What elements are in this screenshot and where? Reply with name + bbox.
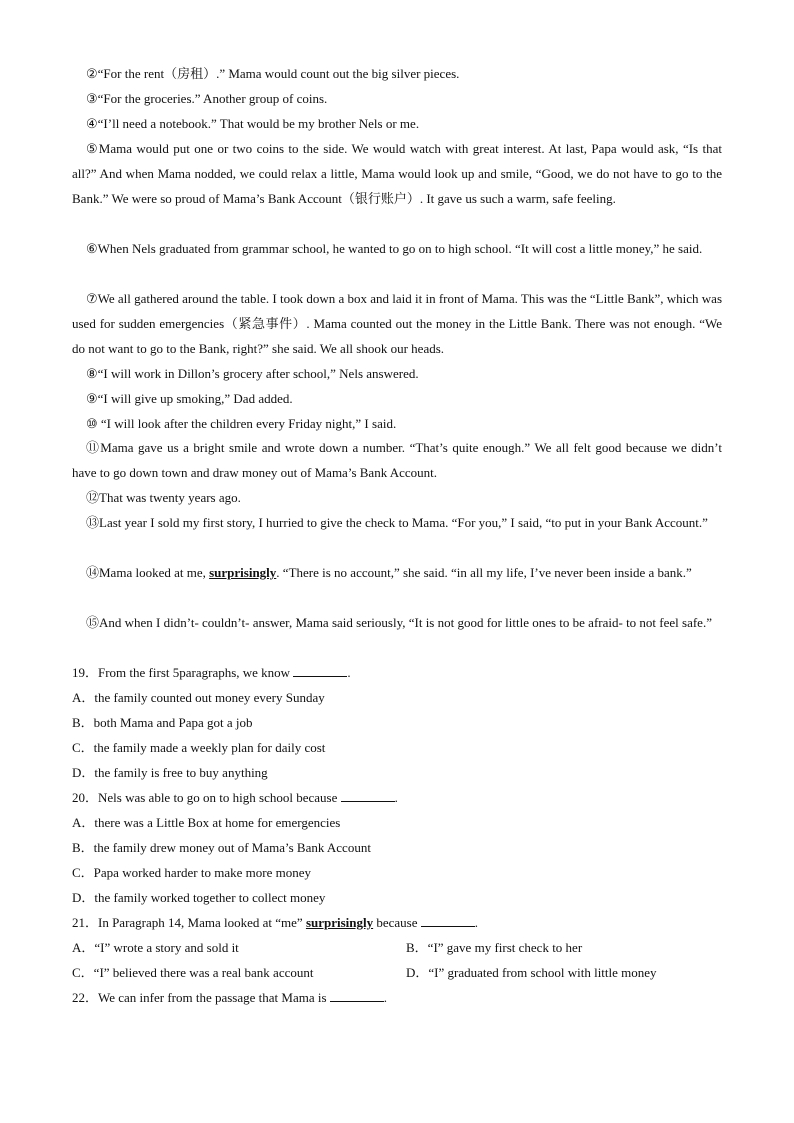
paragraph-6: ⑥When Nels graduated from grammar school, he wanted to go on to high school. “It will cost a little money,” he said.	[86, 241, 703, 256]
question-21-stem: 21．In Paragraph 14, Mama looked at “me”	[72, 915, 303, 930]
paragraph-12: ⑫That was twenty years ago.	[86, 490, 241, 505]
question-21-option-c: C．“I” believed there was a real bank account	[72, 965, 314, 980]
paragraph-11: ⑪Mama gave us a bright smile and wrote down a number. “That’s quite enough.” We all felt good because we didn’t have to go down town and draw money out of Mama’s Bank Account.	[72, 440, 722, 480]
paragraph-9: ⑨“I will give up smoking,” Dad added.	[86, 391, 293, 406]
question-19-option-a: A．the family counted out money every Sunday	[72, 690, 325, 705]
paragraph-14-keyword: surprisingly	[209, 565, 277, 580]
paragraph-15: ⑮And when I didn’t- couldn’t- answer, Mama said seriously, “It is not good for little ones to be afraid- to not feel safe.”	[86, 615, 712, 630]
question-21-option-d: D．“I” graduated from school with little money	[406, 965, 657, 980]
answer-blank	[293, 663, 347, 677]
paragraph-2: ②“For the rent（房租）.” Mama would count out the big silver pieces.	[86, 66, 460, 81]
question-19-option-d: D．the family is free to buy anything	[72, 765, 268, 780]
answer-blank	[341, 788, 395, 802]
question-20-stem: 20．Nels was able to go on to high school because	[72, 790, 338, 805]
paragraph-10: ⑩ “I will look after the children every Friday night,” I said.	[86, 416, 397, 431]
paragraph-7: ⑦We all gathered around the table. I took down a box and laid it in front of Mama. This was the “Little Bank”, which was used for sudden emergencies（紧急事件）. Mama counted out the money in the Little Bank. There was not enough. “We do not want to go to the Bank, right?” she said. We all shook our heads.	[72, 291, 723, 356]
question-20-option-c: C．Papa worked harder to make more money	[72, 865, 311, 880]
paragraph-5: ⑤Mama would put one or two coins to the side. We would watch with great interest. At last, Papa would ask, “Is that all?” And when Mama nodded, we could relax a little, Mama would look up and smile, “Good, we do not have to go to the Bank.” We were so proud of Mama’s Bank Account（银行账户）. It gave us such a warm, safe feeling.	[72, 141, 722, 206]
answer-blank	[330, 988, 384, 1002]
question-20: 20．Nels was able to go on to high school because .	[72, 790, 398, 805]
paragraph-13: ⑬Last year I sold my first story, I hurried to give the check to Mama. “For you,” I said, “to put in your Bank Account.”	[86, 515, 708, 530]
question-19: 19．From the first 5paragraphs, we know .	[72, 665, 351, 680]
question-20-option-b: B．the family drew money out of Mama’s Bank Account	[72, 840, 371, 855]
question-19-stem: 19．From the first 5paragraphs, we know	[72, 665, 291, 680]
answer-blank	[421, 913, 475, 927]
paragraph-8: ⑧“I will work in Dillon’s grocery after school,” Nels answered.	[86, 366, 419, 381]
question-20-option-a: A．there was a Little Box at home for emergencies	[72, 815, 341, 830]
paragraph-4: ④“I’ll need a notebook.” That would be my brother Nels or me.	[86, 116, 420, 131]
question-22-stem: 22．We can infer from the passage that Mama is	[72, 990, 327, 1005]
question-21: 21．In Paragraph 14, Mama looked at “me” surprisingly because .	[72, 915, 479, 930]
question-21-option-b: B．“I” gave my first check to her	[406, 940, 583, 955]
question-20-option-d: D．the family worked together to collect money	[72, 890, 326, 905]
paragraph-14	[72, 560, 722, 585]
question-21-keyword: surprisingly	[305, 915, 374, 930]
paragraph-3: ③“For the groceries.” Another group of coins.	[86, 91, 328, 106]
paragraph-14-text-a: ⑭Mama looked at me,	[86, 565, 210, 580]
question-21-option-a: A．“I” wrote a story and sold it	[72, 940, 239, 955]
question-19-option-b: B．both Mama and Papa got a job	[72, 715, 253, 730]
paragraph-14-text-b: . “There is no account,” she said. “in all my life, I’ve never been inside a bank.”	[276, 565, 692, 580]
question-19-option-c: C．the family made a weekly plan for daily cost	[72, 740, 326, 755]
question-22: 22．We can infer from the passage that Mama is .	[72, 990, 388, 1005]
